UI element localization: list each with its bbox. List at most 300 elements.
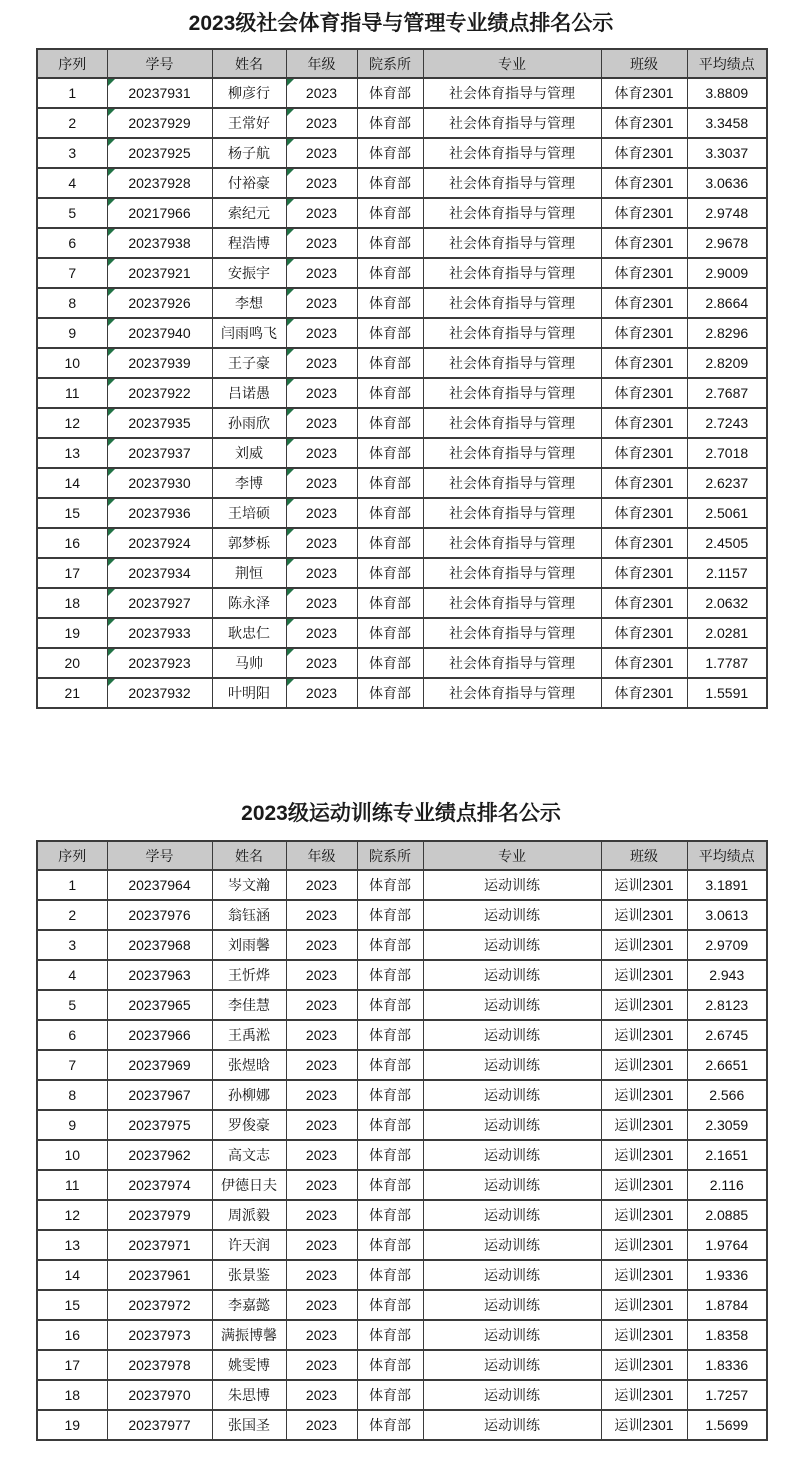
green-corner-marker-icon (287, 499, 294, 506)
cell-name: 刘雨馨 (212, 930, 286, 960)
cell-name: 王培硕 (212, 498, 286, 528)
cell-rank: 7 (37, 258, 107, 288)
cell-rank: 12 (37, 1200, 107, 1230)
cell-department: 体育部 (357, 1200, 423, 1230)
page-title-athletic-training: 2023级运动训练专业绩点排名公示 (241, 802, 561, 825)
cell-name: 王禹淞 (212, 1020, 286, 1050)
cell-grade: 2023 (286, 1350, 357, 1380)
cell-grade: 2023 (286, 1020, 357, 1050)
cell-grade: 2023 (286, 1050, 357, 1080)
column-header-class: 班级 (601, 841, 687, 870)
cell-department: 体育部 (357, 558, 423, 588)
cell-department: 体育部 (357, 228, 423, 258)
column-header-grade: 年级 (286, 49, 357, 78)
cell-class: 体育2301 (601, 258, 687, 288)
cell-class: 体育2301 (601, 588, 687, 618)
cell-student_id: 20237974 (107, 1170, 212, 1200)
table-row (37, 960, 767, 990)
cell-class: 体育2301 (601, 168, 687, 198)
table-row (37, 1410, 767, 1440)
cell-gpa: 2.8209 (687, 348, 767, 378)
cell-grade: 2023 (286, 288, 357, 318)
cell-student_id: 20237924 (107, 528, 212, 558)
table-row (37, 408, 767, 438)
table-row (37, 1080, 767, 1110)
table-row (37, 468, 767, 498)
cell-student_id: 20237969 (107, 1050, 212, 1080)
cell-grade: 2023 (286, 198, 357, 228)
table-row (37, 168, 767, 198)
cell-class: 运训2301 (601, 1290, 687, 1320)
cell-student_id: 20237978 (107, 1350, 212, 1380)
green-corner-marker-icon (287, 139, 294, 146)
cell-rank: 4 (37, 960, 107, 990)
cell-rank: 9 (37, 1110, 107, 1140)
cell-major: 社会体育指导与管理 (423, 318, 601, 348)
cell-name: 闫雨鸣飞 (212, 318, 286, 348)
cell-major: 社会体育指导与管理 (423, 378, 601, 408)
cell-class: 运训2301 (601, 870, 687, 900)
cell-class: 运训2301 (601, 1320, 687, 1350)
column-header-class: 班级 (601, 49, 687, 78)
cell-gpa: 2.0885 (687, 1200, 767, 1230)
cell-student_id: 20237928 (107, 168, 212, 198)
cell-rank: 14 (37, 1260, 107, 1290)
table-body (37, 78, 767, 708)
cell-student_id: 20237973 (107, 1320, 212, 1350)
cell-class: 运训2301 (601, 1170, 687, 1200)
table-row (37, 348, 767, 378)
table-row (37, 1110, 767, 1140)
cell-grade: 2023 (286, 528, 357, 558)
cell-name: 付裕豪 (212, 168, 286, 198)
cell-name: 姚雯博 (212, 1350, 286, 1380)
cell-rank: 8 (37, 288, 107, 318)
cell-department: 体育部 (357, 678, 423, 708)
cell-grade: 2023 (286, 318, 357, 348)
green-corner-marker-icon (108, 469, 115, 476)
cell-grade: 2023 (286, 678, 357, 708)
table-row (37, 1140, 767, 1170)
table-row (37, 1260, 767, 1290)
table-row (37, 288, 767, 318)
cell-gpa: 2.4505 (687, 528, 767, 558)
cell-grade: 2023 (286, 168, 357, 198)
cell-department: 体育部 (357, 468, 423, 498)
column-header-major: 专业 (423, 841, 601, 870)
cell-rank: 15 (37, 498, 107, 528)
cell-student_id: 20237975 (107, 1110, 212, 1140)
cell-class: 体育2301 (601, 618, 687, 648)
cell-class: 体育2301 (601, 228, 687, 258)
cell-grade: 2023 (286, 618, 357, 648)
cell-name: 叶明阳 (212, 678, 286, 708)
cell-major: 运动训练 (423, 1170, 601, 1200)
cell-gpa: 2.7018 (687, 438, 767, 468)
cell-major: 运动训练 (423, 1140, 601, 1170)
cell-major: 社会体育指导与管理 (423, 408, 601, 438)
cell-gpa: 1.8784 (687, 1290, 767, 1320)
cell-grade: 2023 (286, 1380, 357, 1410)
cell-name: 郭梦栎 (212, 528, 286, 558)
cell-grade: 2023 (286, 558, 357, 588)
cell-rank: 11 (37, 1170, 107, 1200)
cell-name: 朱思博 (212, 1380, 286, 1410)
cell-class: 运训2301 (601, 1110, 687, 1140)
cell-major: 运动训练 (423, 1200, 601, 1230)
cell-gpa: 2.943 (687, 960, 767, 990)
cell-rank: 4 (37, 168, 107, 198)
cell-name: 耿忠仁 (212, 618, 286, 648)
cell-student_id: 20237966 (107, 1020, 212, 1050)
cell-major: 运动训练 (423, 1290, 601, 1320)
header-row (37, 841, 767, 870)
cell-department: 体育部 (357, 528, 423, 558)
table-header (37, 49, 767, 78)
table-row (37, 498, 767, 528)
ranking-section-social-sports (36, 0, 766, 709)
cell-class: 体育2301 (601, 498, 687, 528)
cell-class: 运训2301 (601, 930, 687, 960)
cell-student_id: 20237921 (107, 258, 212, 288)
cell-major: 社会体育指导与管理 (423, 558, 601, 588)
cell-gpa: 2.8664 (687, 288, 767, 318)
cell-class: 体育2301 (601, 138, 687, 168)
cell-grade: 2023 (286, 438, 357, 468)
table-row (37, 648, 767, 678)
green-corner-marker-icon (287, 169, 294, 176)
green-corner-marker-icon (108, 439, 115, 446)
cell-name: 高文志 (212, 1140, 286, 1170)
cell-grade: 2023 (286, 1080, 357, 1110)
cell-grade: 2023 (286, 1110, 357, 1140)
cell-student_id: 20237963 (107, 960, 212, 990)
cell-name: 王常好 (212, 108, 286, 138)
cell-class: 运训2301 (601, 1080, 687, 1110)
green-corner-marker-icon (287, 619, 294, 626)
table-row (37, 1200, 767, 1230)
page-title-social-sports: 2023级社会体育指导与管理专业绩点排名公示 (188, 12, 614, 35)
ranking-section-athletic-training (36, 801, 766, 1441)
cell-student_id: 20237970 (107, 1380, 212, 1410)
cell-gpa: 2.1651 (687, 1140, 767, 1170)
green-corner-marker-icon (108, 199, 115, 206)
cell-rank: 20 (37, 648, 107, 678)
cell-student_id: 20237961 (107, 1260, 212, 1290)
green-corner-marker-icon (108, 229, 115, 236)
cell-gpa: 2.9009 (687, 258, 767, 288)
cell-rank: 3 (37, 930, 107, 960)
cell-name: 程浩博 (212, 228, 286, 258)
cell-gpa: 2.1157 (687, 558, 767, 588)
green-corner-marker-icon (287, 79, 294, 86)
green-corner-marker-icon (108, 109, 115, 116)
green-corner-marker-icon (108, 349, 115, 356)
cell-name: 李佳慧 (212, 990, 286, 1020)
column-header-grade: 年级 (286, 841, 357, 870)
cell-class: 运训2301 (601, 1140, 687, 1170)
cell-rank: 10 (37, 1140, 107, 1170)
cell-name: 翁钰涵 (212, 900, 286, 930)
cell-major: 运动训练 (423, 1410, 601, 1440)
cell-gpa: 2.9748 (687, 198, 767, 228)
cell-class: 体育2301 (601, 198, 687, 228)
cell-rank: 5 (37, 198, 107, 228)
green-corner-marker-icon (287, 319, 294, 326)
green-corner-marker-icon (287, 469, 294, 476)
column-header-gpa: 平均绩点 (687, 841, 767, 870)
cell-grade: 2023 (286, 1230, 357, 1260)
cell-department: 体育部 (357, 1410, 423, 1440)
cell-grade: 2023 (286, 498, 357, 528)
cell-gpa: 2.566 (687, 1080, 767, 1110)
cell-grade: 2023 (286, 138, 357, 168)
green-corner-marker-icon (108, 259, 115, 266)
cell-rank: 2 (37, 900, 107, 930)
cell-class: 运训2301 (601, 1050, 687, 1080)
cell-gpa: 2.6745 (687, 1020, 767, 1050)
cell-department: 体育部 (357, 258, 423, 288)
cell-name: 柳彦行 (212, 78, 286, 108)
cell-student_id: 20237939 (107, 348, 212, 378)
cell-student_id: 20237926 (107, 288, 212, 318)
green-corner-marker-icon (287, 379, 294, 386)
cell-department: 体育部 (357, 1380, 423, 1410)
cell-student_id: 20237967 (107, 1080, 212, 1110)
cell-name: 李博 (212, 468, 286, 498)
cell-gpa: 2.7687 (687, 378, 767, 408)
cell-student_id: 20237962 (107, 1140, 212, 1170)
cell-major: 社会体育指导与管理 (423, 108, 601, 138)
cell-gpa: 2.0632 (687, 588, 767, 618)
cell-grade: 2023 (286, 78, 357, 108)
cell-grade: 2023 (286, 348, 357, 378)
column-header-student-id: 学号 (107, 49, 212, 78)
gpa-ranking-table-social-sports (36, 48, 768, 709)
cell-class: 体育2301 (601, 318, 687, 348)
cell-major: 运动训练 (423, 1110, 601, 1140)
gpa-ranking-table-athletic-training (36, 840, 768, 1441)
cell-department: 体育部 (357, 318, 423, 348)
cell-gpa: 1.5591 (687, 678, 767, 708)
cell-department: 体育部 (357, 960, 423, 990)
cell-major: 运动训练 (423, 930, 601, 960)
cell-department: 体育部 (357, 108, 423, 138)
cell-name: 张景鉴 (212, 1260, 286, 1290)
cell-major: 运动训练 (423, 1380, 601, 1410)
cell-student_id: 20237927 (107, 588, 212, 618)
table-row (37, 438, 767, 468)
cell-department: 体育部 (357, 498, 423, 528)
cell-major: 运动训练 (423, 1350, 601, 1380)
green-corner-marker-icon (287, 439, 294, 446)
green-corner-marker-icon (108, 529, 115, 536)
column-header-major: 专业 (423, 49, 601, 78)
cell-name: 许天润 (212, 1230, 286, 1260)
cell-major: 运动训练 (423, 1320, 601, 1350)
table-row (37, 558, 767, 588)
cell-major: 社会体育指导与管理 (423, 648, 601, 678)
cell-student_id: 20237931 (107, 78, 212, 108)
cell-department: 体育部 (357, 1080, 423, 1110)
cell-department: 体育部 (357, 1140, 423, 1170)
cell-grade: 2023 (286, 1290, 357, 1320)
cell-class: 体育2301 (601, 528, 687, 558)
green-corner-marker-icon (287, 679, 294, 686)
cell-class: 体育2301 (601, 558, 687, 588)
cell-class: 运训2301 (601, 1230, 687, 1260)
cell-student_id: 20237932 (107, 678, 212, 708)
cell-major: 社会体育指导与管理 (423, 438, 601, 468)
column-header-gpa: 平均绩点 (687, 49, 767, 78)
cell-grade: 2023 (286, 468, 357, 498)
cell-major: 社会体育指导与管理 (423, 258, 601, 288)
green-corner-marker-icon (287, 289, 294, 296)
cell-gpa: 2.8296 (687, 318, 767, 348)
cell-department: 体育部 (357, 1110, 423, 1140)
cell-gpa: 1.9764 (687, 1230, 767, 1260)
table-row (37, 1020, 767, 1050)
cell-rank: 15 (37, 1290, 107, 1320)
cell-class: 体育2301 (601, 78, 687, 108)
cell-grade: 2023 (286, 648, 357, 678)
table-row (37, 1050, 767, 1080)
cell-department: 体育部 (357, 990, 423, 1020)
green-corner-marker-icon (108, 619, 115, 626)
cell-class: 体育2301 (601, 468, 687, 498)
cell-department: 体育部 (357, 1320, 423, 1350)
cell-rank: 5 (37, 990, 107, 1020)
green-corner-marker-icon (287, 559, 294, 566)
cell-rank: 11 (37, 378, 107, 408)
table-row (37, 378, 767, 408)
cell-major: 社会体育指导与管理 (423, 198, 601, 228)
green-corner-marker-icon (108, 139, 115, 146)
cell-student_id: 20217966 (107, 198, 212, 228)
cell-rank: 17 (37, 558, 107, 588)
cell-grade: 2023 (286, 228, 357, 258)
cell-gpa: 2.9678 (687, 228, 767, 258)
cell-rank: 14 (37, 468, 107, 498)
cell-class: 体育2301 (601, 648, 687, 678)
cell-rank: 13 (37, 1230, 107, 1260)
cell-student_id: 20237930 (107, 468, 212, 498)
cell-name: 李想 (212, 288, 286, 318)
table-row (37, 900, 767, 930)
cell-name: 孙雨欣 (212, 408, 286, 438)
cell-student_id: 20237971 (107, 1230, 212, 1260)
green-corner-marker-icon (287, 649, 294, 656)
green-corner-marker-icon (287, 199, 294, 206)
cell-grade: 2023 (286, 1140, 357, 1170)
cell-student_id: 20237938 (107, 228, 212, 258)
table-row (37, 258, 767, 288)
cell-rank: 17 (37, 1350, 107, 1380)
cell-name: 孙柳娜 (212, 1080, 286, 1110)
table-row (37, 318, 767, 348)
table-row (37, 1170, 767, 1200)
green-corner-marker-icon (287, 529, 294, 536)
cell-department: 体育部 (357, 1230, 423, 1260)
cell-major: 运动训练 (423, 900, 601, 930)
cell-grade: 2023 (286, 1320, 357, 1350)
cell-student_id: 20237936 (107, 498, 212, 528)
green-corner-marker-icon (108, 409, 115, 416)
cell-gpa: 2.116 (687, 1170, 767, 1200)
cell-name: 吕诺愚 (212, 378, 286, 408)
cell-department: 体育部 (357, 870, 423, 900)
cell-major: 社会体育指导与管理 (423, 288, 601, 318)
cell-major: 社会体育指导与管理 (423, 588, 601, 618)
cell-student_id: 20237929 (107, 108, 212, 138)
table-row (37, 618, 767, 648)
cell-student_id: 20237965 (107, 990, 212, 1020)
cell-rank: 1 (37, 870, 107, 900)
green-corner-marker-icon (108, 319, 115, 326)
table-row (37, 138, 767, 168)
cell-department: 体育部 (357, 378, 423, 408)
green-corner-marker-icon (287, 409, 294, 416)
cell-grade: 2023 (286, 960, 357, 990)
cell-name: 张煜晗 (212, 1050, 286, 1080)
cell-rank: 21 (37, 678, 107, 708)
cell-name: 刘威 (212, 438, 286, 468)
cell-major: 社会体育指导与管理 (423, 138, 601, 168)
table-body (37, 870, 767, 1440)
cell-class: 体育2301 (601, 108, 687, 138)
cell-rank: 3 (37, 138, 107, 168)
table-row (37, 198, 767, 228)
cell-gpa: 2.6237 (687, 468, 767, 498)
cell-gpa: 1.8336 (687, 1350, 767, 1380)
cell-gpa: 3.8809 (687, 78, 767, 108)
cell-department: 体育部 (357, 1020, 423, 1050)
cell-grade: 2023 (286, 900, 357, 930)
cell-gpa: 3.1891 (687, 870, 767, 900)
cell-gpa: 1.7787 (687, 648, 767, 678)
cell-student_id: 20237979 (107, 1200, 212, 1230)
cell-grade: 2023 (286, 408, 357, 438)
cell-student_id: 20237925 (107, 138, 212, 168)
cell-name: 罗俊豪 (212, 1110, 286, 1140)
cell-gpa: 2.0281 (687, 618, 767, 648)
cell-class: 运训2301 (601, 1410, 687, 1440)
green-corner-marker-icon (287, 259, 294, 266)
cell-major: 运动训练 (423, 990, 601, 1020)
cell-rank: 18 (37, 1380, 107, 1410)
cell-grade: 2023 (286, 378, 357, 408)
cell-grade: 2023 (286, 1170, 357, 1200)
cell-name: 陈永泽 (212, 588, 286, 618)
green-corner-marker-icon (108, 649, 115, 656)
cell-class: 运训2301 (601, 1020, 687, 1050)
cell-department: 体育部 (357, 618, 423, 648)
cell-name: 伊德日夫 (212, 1170, 286, 1200)
cell-gpa: 2.5061 (687, 498, 767, 528)
cell-major: 运动训练 (423, 1230, 601, 1260)
green-corner-marker-icon (108, 559, 115, 566)
cell-rank: 6 (37, 228, 107, 258)
table-row (37, 1290, 767, 1320)
table-row (37, 930, 767, 960)
cell-class: 运训2301 (601, 1380, 687, 1410)
column-header-department: 院系所 (357, 49, 423, 78)
green-corner-marker-icon (287, 229, 294, 236)
cell-gpa: 1.7257 (687, 1380, 767, 1410)
cell-gpa: 1.9336 (687, 1260, 767, 1290)
cell-gpa: 3.3458 (687, 108, 767, 138)
cell-name: 荆恒 (212, 558, 286, 588)
